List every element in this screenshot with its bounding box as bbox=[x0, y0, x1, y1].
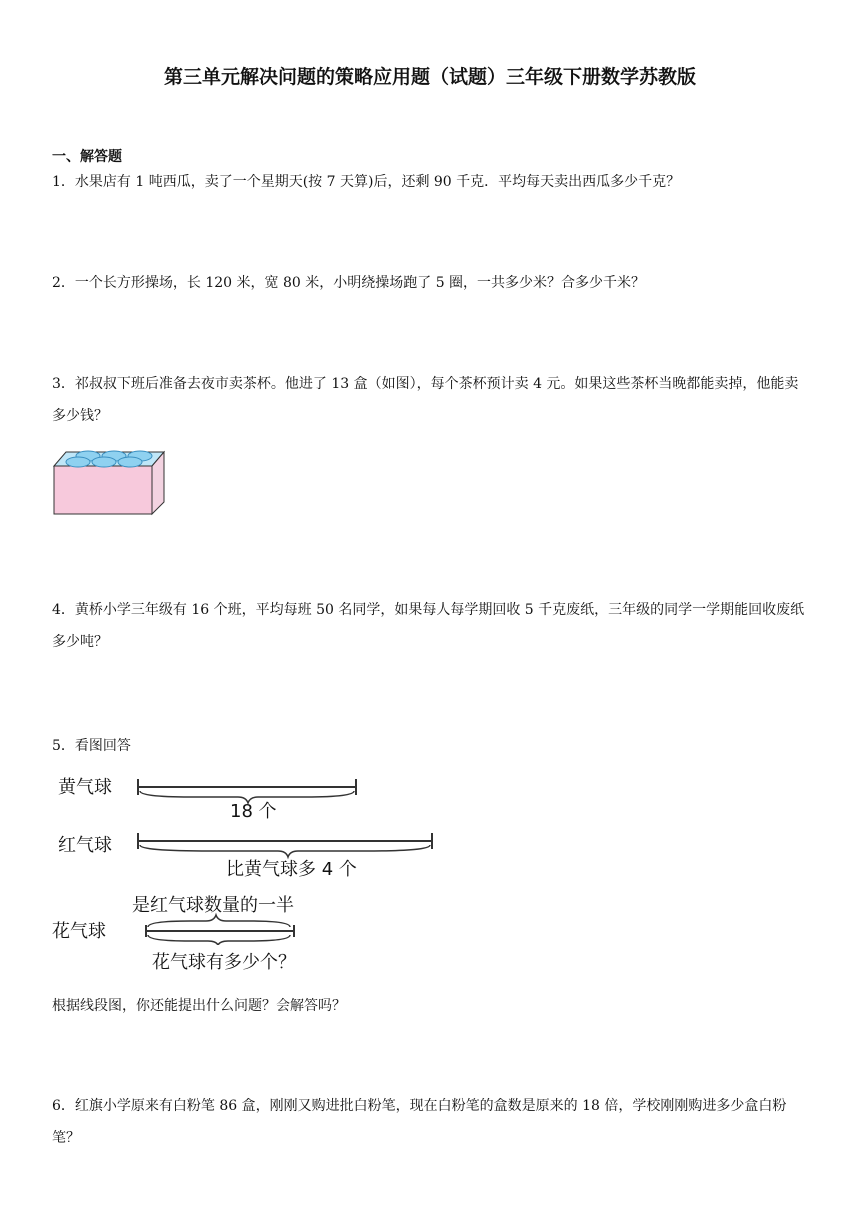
question-5-followup: 根据线段图，你还能提出什么问题？会解答吗？ bbox=[52, 998, 346, 1014]
question-6: 6．红旗小学原来有白粉笔 86 盒，刚刚又购进批白粉笔，现在白粉笔的盒数是原来的 18 倍，学校刚刚购进多少盒白粉笔？ bbox=[52, 1098, 787, 1146]
flower-top-brace bbox=[148, 915, 290, 927]
yellow-segment bbox=[138, 779, 356, 795]
flower-bottom-brace bbox=[148, 935, 290, 945]
question-2: 2．一个长方形操场，长 120 米，宽 80 米，小明绕操场跑了 5 圈，一共多少米？合多少千米？ bbox=[52, 275, 646, 291]
red-brace bbox=[140, 845, 430, 857]
question-4: 4．黄桥小学三年级有 16 个班，平均每班 50 名同学，如果每人每学期回收 5 千克废纸，三年级的同学一学期能回收废纸多少吨？ bbox=[52, 602, 805, 650]
teacup-box-illustration bbox=[52, 448, 170, 518]
question-5: 5．看图回答 bbox=[52, 738, 131, 754]
box-front-face bbox=[54, 466, 152, 514]
cup bbox=[92, 457, 116, 467]
segment-diagram bbox=[130, 775, 440, 945]
cup bbox=[118, 457, 142, 467]
red-balloon-note: 比黄气球多 4 个 bbox=[226, 859, 357, 880]
yellow-count-label: 18 个 bbox=[230, 801, 277, 822]
question-1: 1．水果店有 1 吨西瓜，卖了一个星期天(按 7 天算)后，还剩 90 千克．平均每天卖出西瓜多少千克？ bbox=[52, 174, 681, 190]
red-balloon-label: 红气球 bbox=[58, 835, 112, 856]
flower-segment bbox=[146, 925, 294, 937]
yellow-brace bbox=[140, 791, 354, 803]
page-title: 第三单元解决问题的策略应用题（试题）三年级下册数学苏教版 bbox=[163, 66, 696, 88]
yellow-balloon-label: 黄气球 bbox=[58, 777, 112, 798]
red-segment bbox=[138, 833, 432, 849]
flower-bottom-note: 花气球有多少个？ bbox=[152, 952, 296, 973]
cup bbox=[66, 457, 90, 467]
section-heading: 一、解答题 bbox=[52, 149, 122, 165]
question-3: 3．祁叔叔下班后准备去夜市卖茶杯。他进了 13 盒（如图），每个茶杯预计卖 4 元。如果这些茶杯当晚都能卖掉，他能卖多少钱？ bbox=[52, 376, 799, 424]
flower-balloon-label: 花气球 bbox=[52, 921, 106, 942]
flower-top-note: 是红气球数量的一半 bbox=[132, 895, 294, 916]
